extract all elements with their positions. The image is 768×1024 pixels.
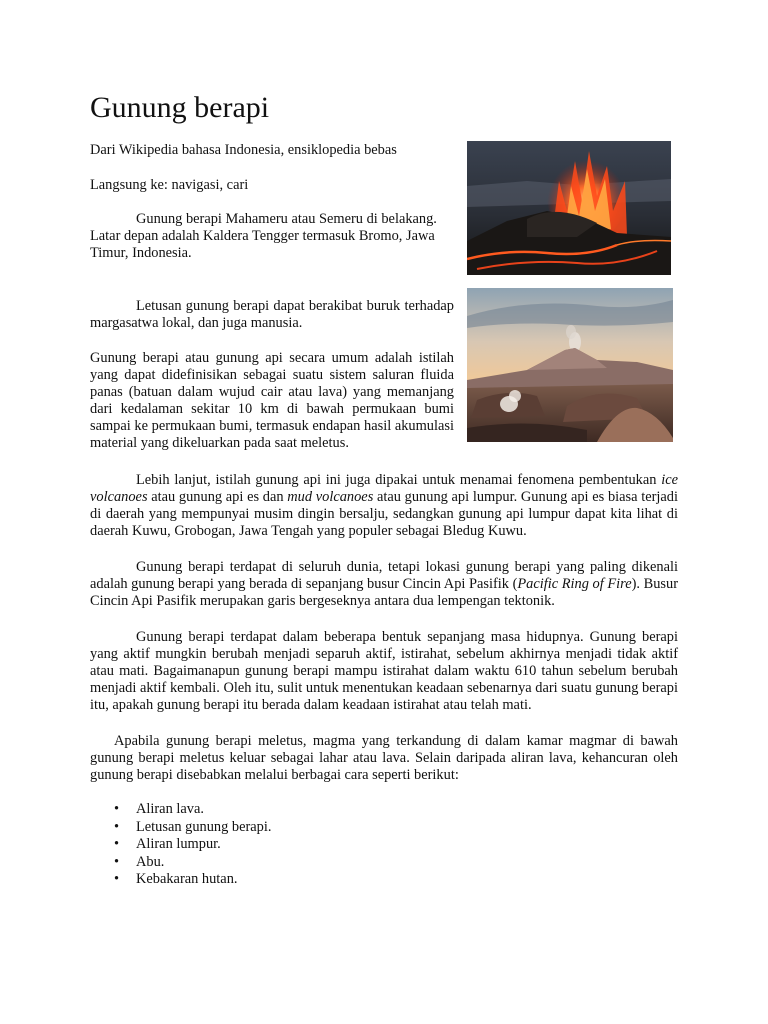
paragraph-ice-mud-volcanoes	[90, 472, 678, 540]
para3-text-a: Gunung berapi terdapat di seluruh dunia, tetapi lokasi gunung berapi yang paling dikenali adalah gunung berapi yang berada di sepanjang busur Cincin Api Pasifik (	[90, 559, 678, 592]
bullet-mark: •	[114, 853, 120, 870]
paragraph-eruption-effects: Apabila gunung berapi meletus, magma yang terkandung di dalam kamar magmar di bawah gunung berapi meletus keluar sebagai lahar atau lava. Selain daripada aliran lava, kehancuran oleh gunung berapi disebabkan melalui berbagai cara seperti berikut:	[90, 733, 678, 783]
bullet-mark: •	[114, 818, 120, 835]
para2-text-b: atau gunung api es dan	[147, 489, 288, 505]
bullet-mark: •	[114, 801, 120, 817]
jump-links: Langsung ke: navigasi, cari	[90, 177, 249, 193]
list-item	[90, 854, 271, 872]
paragraph-ring-of-fire	[90, 559, 678, 610]
list-item	[90, 871, 271, 889]
para2-text-a: Lebih lanjut, istilah gunung api ini juga dipakai untuk menamai fenomena pembentukan	[136, 472, 662, 488]
page-title: Gunung berapi	[90, 91, 270, 124]
term-mud-volcanoes: mud volcanoes	[287, 489, 374, 505]
bullet-mark: •	[114, 836, 120, 852]
image-caption-eruption: Letusan gunung berapi dapat berakibat buruk terhadap margasatwa lokal, dan juga manusia.	[90, 298, 454, 331]
image-caption-semeru: Gunung berapi Mahameru atau Semeru di belakang. Latar depan adalah Kaldera Tengger termasuk Bromo, Jawa Timur, Indonesia.	[90, 211, 437, 261]
list-item-text: Aliran lava.	[136, 801, 204, 817]
hazard-list	[90, 801, 271, 889]
list-item	[90, 801, 271, 819]
para3-text-b: ). Busur Cincin Api Pasifik merupakan garis bergeseknya antara dua lempengan tektonik.	[90, 576, 678, 609]
list-item-text: Aliran lumpur.	[136, 836, 221, 852]
paragraph-life-stages: Gunung berapi terdapat dalam beberapa bentuk sepanjang masa hidupnya. Gunung berapi yang aktif mungkin berubah menjadi separuh aktif, istirahat, sebelum akhirnya menjadi tidak aktif atau mati. Bagaimanapun gunung berapi mampu istirahat dalam waktu 610 tahun sebelum berubah menjadi aktif kembali. Oleh itu, sulit untuk menentukan keadaan sebenarnya dari suatu gunung berapi itu, apakah gunung berapi itu berada dalam keadaan istirahat atau telah mati.	[90, 629, 678, 713]
source-line: Dari Wikipedia bahasa Indonesia, ensiklopedia bebas	[90, 142, 397, 158]
paragraph-definition: Gunung berapi atau gunung api secara umum adalah istilah yang dapat didefinisikan sebagai suatu sistem saluran fluida panas (batuan dalam wujud cair atau lava) yang memanjang dari kedalaman sekitar 10 km di bawah permukaan bumi sampai ke permukaan bumi, termasuk endapan hasil akumulasi material yang dikeluarkan pada saat meletus.	[90, 350, 454, 451]
term-ice-volcanoes: ice volcanoes	[90, 472, 678, 505]
lava-eruption-image	[467, 141, 671, 275]
list-item-text: Letusan gunung berapi.	[136, 818, 272, 835]
list-item-text: Kebakaran hutan.	[136, 871, 238, 887]
list-item-text: Abu.	[136, 853, 165, 870]
bullet-mark: •	[114, 871, 120, 887]
bromo-semeru-image	[467, 288, 673, 442]
list-item	[90, 836, 271, 854]
term-pacific-ring-of-fire: Pacific Ring of Fire	[517, 576, 632, 592]
list-item	[90, 819, 271, 837]
para2-text-c: atau gunung api lumpur. Gunung api es biasa terjadi di daerah yang mempunyai musim dingin bersalju, sedangkan gunung api lumpur dapat kita lihat di daerah Kuwu, Grobogan, Jawa Tengah yang populer sebagai Bledug Kuwu.	[90, 489, 678, 539]
